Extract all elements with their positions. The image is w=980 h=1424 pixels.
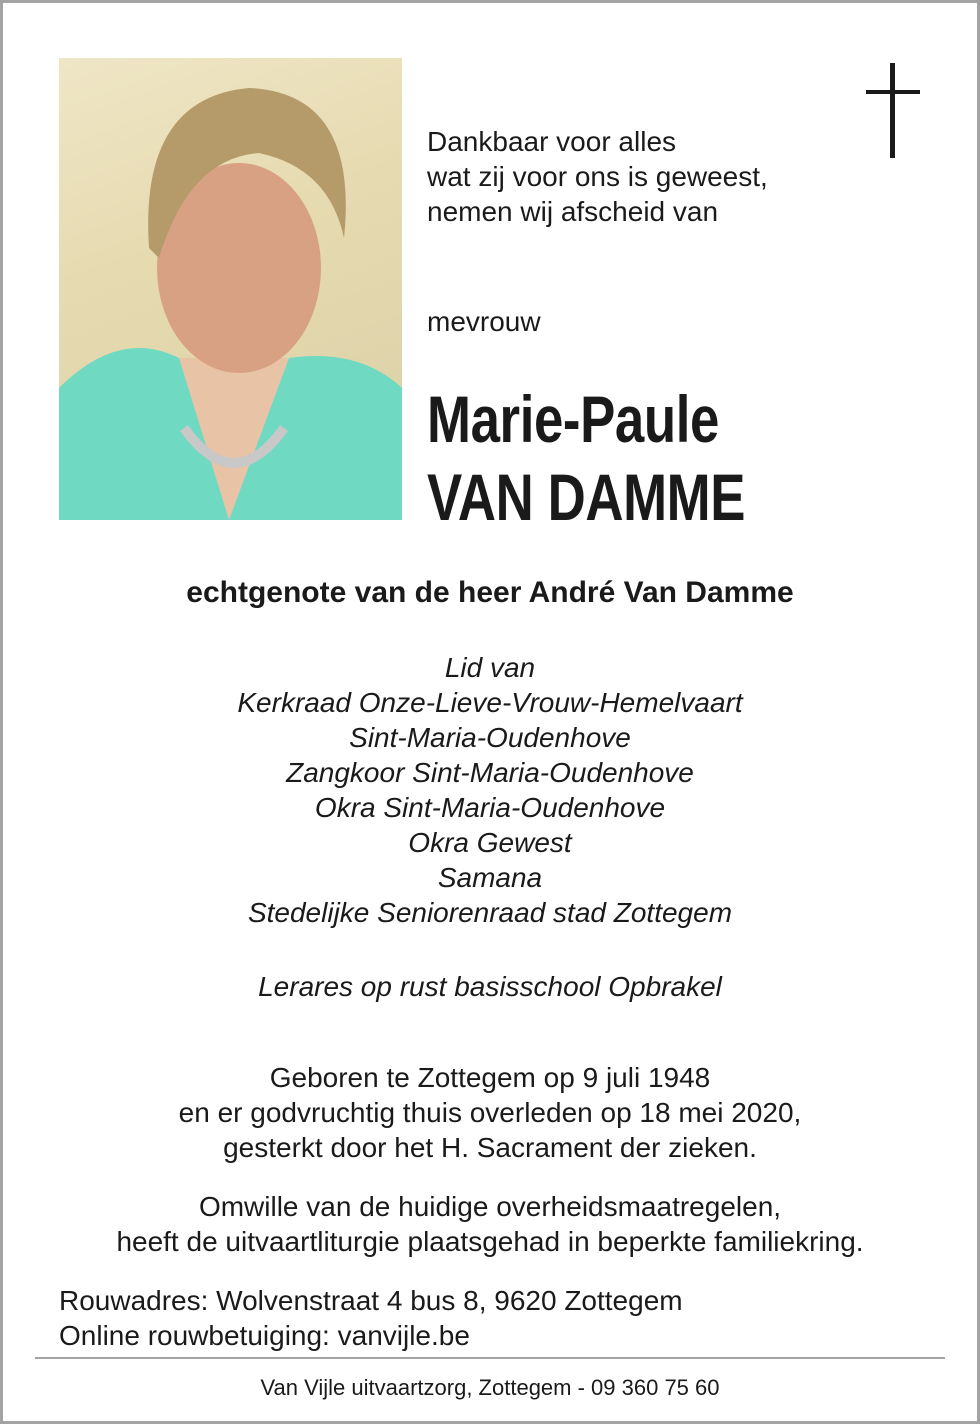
membership-item: Samana (437, 862, 543, 893)
notice-line: Omwille van de huidige overheidsmaatregelen, (198, 1191, 782, 1222)
memberships (0, 650, 980, 930)
deceased-name (427, 380, 745, 536)
birth-death-line: Geboren te Zottegem op 9 juli 1948 (269, 1062, 711, 1093)
spouse-line: echtgenote van de heer André Van Damme (186, 576, 794, 609)
membership-item: Okra Gewest (408, 827, 572, 858)
mourning-address: Rouwadres: Wolvenstraat 4 bus 8, 9620 Zottegem (59, 1285, 683, 1316)
funeral-home-footer: Van Vijle uitvaartzorg, Zottegem - 09 360 75 60 (260, 1375, 720, 1400)
cross-icon (866, 63, 920, 158)
first-name: Marie-Paule (427, 382, 719, 456)
birth-death-text (0, 1060, 980, 1165)
birth-death-line: gesterkt door het H. Sacrament der zieken. (223, 1132, 757, 1163)
online-condolences: Online rouwbetuiging: vanvijle.be (59, 1320, 470, 1351)
funeral-notice (0, 1189, 980, 1259)
notice-line: heeft de uitvaartliturgie plaatsgehad in beperkte familiekring. (116, 1226, 864, 1257)
intro-line: wat zij voor ons is geweest, (427, 161, 768, 192)
portrait-photo (59, 58, 402, 520)
divider (35, 1357, 945, 1359)
intro-line: Dankbaar voor alles (427, 126, 677, 157)
intro-text (427, 124, 768, 229)
intro-line: nemen wij afscheid van (427, 196, 719, 227)
last-name: VAN DAMME (427, 460, 746, 534)
membership-item: Stedelijke Seniorenraad stad Zottegem (247, 897, 733, 928)
membership-item: Zangkoor Sint-Maria-Oudenhove (286, 757, 694, 788)
birth-death-line: en er godvruchtig thuis overleden op 18 mei 2020, (178, 1097, 802, 1128)
membership-item: Kerkraad Onze-Lieve-Vrouw-Hemelvaart (237, 687, 743, 718)
title: mevrouw (427, 306, 541, 337)
membership-item: Lid van (444, 652, 536, 683)
membership-item: Okra Sint-Maria-Oudenhove (314, 792, 666, 823)
occupation: Lerares op rust basisschool Opbrakel (258, 971, 722, 1002)
address-block (59, 1283, 683, 1353)
membership-item: Sint-Maria-Oudenhove (349, 722, 631, 753)
